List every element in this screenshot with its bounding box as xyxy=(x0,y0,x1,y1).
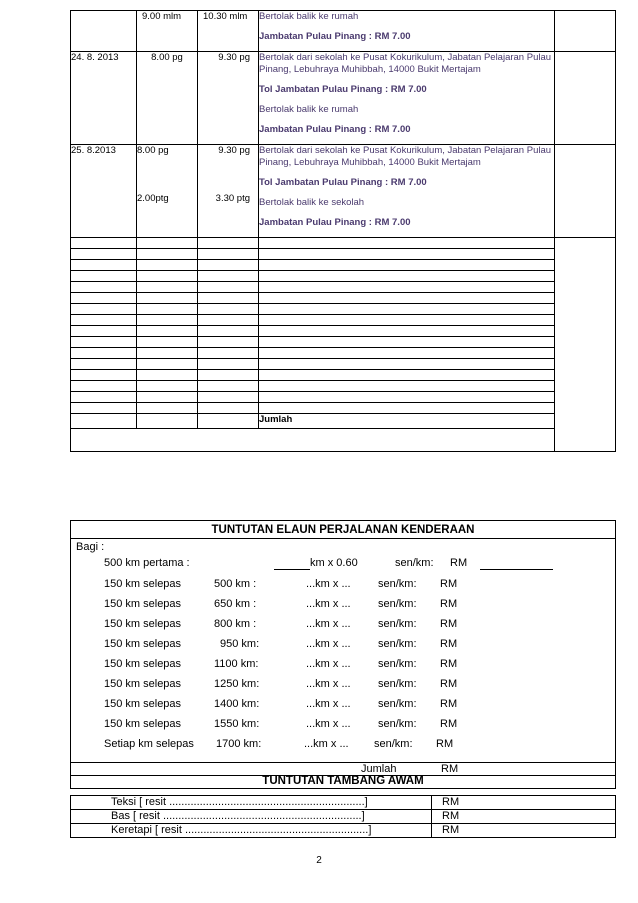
blank-cell xyxy=(137,370,198,381)
fare-label: Keretapi [ resit ............................................................] xyxy=(71,824,432,838)
blank-cell xyxy=(259,348,555,359)
amount-column xyxy=(555,238,616,452)
trip-description xyxy=(259,145,555,238)
trip-row xyxy=(71,145,616,238)
blank-row xyxy=(71,282,616,293)
public-fare-table xyxy=(70,795,616,838)
first-rate-km: km x 0.60 xyxy=(274,557,358,570)
public-title-box xyxy=(70,775,616,789)
rate-row xyxy=(104,678,604,692)
trip-note: Bertolak balik ke rumah xyxy=(259,11,359,22)
rate-threshold: 1250 km: xyxy=(214,678,260,690)
blank-cell xyxy=(137,282,198,293)
blank-row xyxy=(71,392,616,403)
blank-cell xyxy=(259,271,555,282)
first-rate-label: 500 km pertama : xyxy=(104,557,190,569)
blank-row xyxy=(71,326,616,337)
rate-threshold: 1550 km: xyxy=(214,718,260,730)
rate-km: ...km x ... xyxy=(306,678,351,690)
blank-cell xyxy=(71,403,137,414)
rate-km: ...km x ... xyxy=(306,698,351,710)
rate-sen: sen/km: xyxy=(378,718,417,730)
blank-cell xyxy=(198,403,259,414)
trip-row xyxy=(71,52,616,145)
blank-row xyxy=(71,370,616,381)
rate-km: ...km x ... xyxy=(306,718,351,730)
trip-spacer-row xyxy=(71,429,616,452)
rate-label: 150 km selepas xyxy=(104,578,182,590)
arrive-time-value: 9.30 pg xyxy=(218,145,250,156)
trip-arrive-time xyxy=(198,52,259,145)
blank-cell xyxy=(71,381,137,392)
blank-cell xyxy=(198,381,259,392)
blank-cell xyxy=(259,359,555,370)
fare-rm: RM xyxy=(432,824,616,838)
blank-cell xyxy=(137,260,198,271)
rate-label: Setiap km selepas xyxy=(104,738,194,750)
rate-rm: RM xyxy=(440,618,458,630)
rate-km: ...km x ... xyxy=(306,618,351,630)
blank-cell xyxy=(71,370,137,381)
rate-threshold: 500 km : xyxy=(214,578,257,590)
rate-rm: RM xyxy=(440,678,458,690)
blank-cell xyxy=(198,392,259,403)
blank-cell xyxy=(259,315,555,326)
blank-cell xyxy=(198,249,259,260)
blank-cell xyxy=(137,326,198,337)
rate-rm: RM xyxy=(436,738,454,750)
rate-label: 150 km selepas xyxy=(104,718,182,730)
blank-row xyxy=(71,271,616,282)
rate-label: 150 km selepas xyxy=(104,678,182,690)
trip-description xyxy=(259,11,555,52)
rate-label: 150 km selepas xyxy=(104,638,182,650)
rate-rm: RM xyxy=(440,698,458,710)
rate-label: 150 km selepas xyxy=(104,598,182,610)
blank-cell xyxy=(71,282,137,293)
rate-label: 150 km selepas xyxy=(104,698,182,710)
trip-arrive-time xyxy=(198,11,259,52)
blank-cell xyxy=(198,282,259,293)
blank-cell xyxy=(259,238,555,249)
blank-cell xyxy=(71,249,137,260)
rate-row xyxy=(104,658,604,672)
fare-rm: RM xyxy=(432,796,616,810)
rate-km: ...km x ... xyxy=(306,638,351,650)
rate-rm: RM xyxy=(440,638,458,650)
page-number: 2 xyxy=(316,855,322,866)
blank-cell xyxy=(259,293,555,304)
allowance-jumlah-label: Jumlah xyxy=(361,763,397,775)
blank-cell xyxy=(259,249,555,260)
depart-time-value: 2.00ptg xyxy=(137,193,169,204)
rate-sen: sen/km: xyxy=(378,698,417,710)
rate-rm: RM xyxy=(440,718,458,730)
rate-threshold: 950 km: xyxy=(220,638,260,650)
rate-threshold: 1100 km: xyxy=(214,658,259,670)
blank-cell xyxy=(198,271,259,282)
blank-cell xyxy=(71,359,137,370)
blank-cell xyxy=(137,238,198,249)
allowance-jumlah-rm: RM xyxy=(441,763,459,775)
blank-cell xyxy=(259,392,555,403)
blank-cell xyxy=(71,260,137,271)
rate-row xyxy=(104,578,604,592)
trip-amount xyxy=(555,11,616,52)
trip-date: 24. 8. 2013 xyxy=(71,52,137,145)
blank-cell xyxy=(137,315,198,326)
trip-jumlah-row xyxy=(71,414,616,429)
trip-amount xyxy=(555,52,616,145)
rate-km: ...km x ... xyxy=(306,598,351,610)
allowance-jumlah-box xyxy=(70,762,616,776)
blank-cell xyxy=(137,304,198,315)
blank-cell xyxy=(198,293,259,304)
trip-note: Bertolak balik ke sekolah xyxy=(259,197,365,208)
blank-row xyxy=(71,359,616,370)
blank-cell xyxy=(71,348,137,359)
blank-cell xyxy=(259,260,555,271)
blank-cell xyxy=(259,403,555,414)
arrive-time-value: 9.30 pg xyxy=(218,52,250,63)
blank-cell xyxy=(198,260,259,271)
fare-row xyxy=(71,796,616,810)
blank-cell xyxy=(259,304,555,315)
rate-threshold: 1400 km: xyxy=(214,698,260,710)
depart-time-value: 8.00 pg xyxy=(137,145,169,156)
depart-time-value: 9.00 mlm xyxy=(142,11,182,22)
rate-sen: sen/km: xyxy=(374,738,413,750)
blank-cell xyxy=(259,282,555,293)
blank-cell xyxy=(198,414,259,429)
blank-row xyxy=(71,260,616,271)
trip-amount xyxy=(555,145,616,238)
arrive-time-value: 10.30 mlm xyxy=(203,11,248,22)
allowance-rates-box xyxy=(70,538,616,763)
trip-log-table xyxy=(70,10,616,452)
blank-cell xyxy=(259,381,555,392)
trip-note: Bertolak dari sekolah ke Pusat Kokurikulum, Jabatan Pelajaran Pulau Pinang, Lebuhraya Muhibbah, 14000 Bukit Mertajam xyxy=(259,52,552,75)
bagi-label: Bagi : xyxy=(76,541,105,553)
blank-cell xyxy=(198,304,259,315)
blank-cell xyxy=(198,348,259,359)
blank-cell xyxy=(198,359,259,370)
trip-note: Bertolak balik ke rumah xyxy=(259,104,359,115)
rate-threshold: 800 km : xyxy=(214,618,257,630)
blank-cell xyxy=(137,348,198,359)
toll-charge: Tol Jambatan Pulau Pinang : RM 7.00 xyxy=(259,177,427,188)
rate-km: ...km x ... xyxy=(306,658,351,670)
allowance-title: TUNTUTAN ELAUN PERJALANAN KENDERAAN xyxy=(211,524,475,536)
trip-date: 25. 8.2013 xyxy=(71,145,137,238)
trip-description xyxy=(259,52,555,145)
blank-cell xyxy=(137,381,198,392)
rate-label: 150 km selepas xyxy=(104,618,182,630)
blank-cell xyxy=(137,249,198,260)
toll-charge: Jambatan Pulau Pinang : RM 7.00 xyxy=(259,217,411,228)
fare-label: Teksi [ resit ................................................................] xyxy=(71,796,432,810)
rate-row xyxy=(104,698,604,712)
blank-row xyxy=(71,315,616,326)
blank-cell xyxy=(137,403,198,414)
rate-threshold: 650 km : xyxy=(214,598,257,610)
blank-cell xyxy=(71,315,137,326)
blank-row xyxy=(71,238,616,249)
trip-depart-time xyxy=(137,52,198,145)
fare-row xyxy=(71,824,616,838)
blank-cell xyxy=(137,293,198,304)
first-rate-blank xyxy=(480,557,553,570)
blank-row xyxy=(71,348,616,359)
blank-cell xyxy=(71,392,137,403)
toll-charge: Jambatan Pulau Pinang : RM 7.00 xyxy=(259,124,411,135)
rate-row xyxy=(104,718,604,732)
blank-cell xyxy=(198,326,259,337)
rate-row xyxy=(104,738,604,752)
rate-threshold: 1700 km: xyxy=(216,738,262,750)
first-rate-rm: RM xyxy=(450,557,468,569)
trip-row xyxy=(71,11,616,52)
blank-row xyxy=(71,403,616,414)
trip-arrive-time xyxy=(198,145,259,238)
blank-cell xyxy=(198,315,259,326)
trip-date xyxy=(71,11,137,52)
rate-label: 150 km selepas xyxy=(104,658,182,670)
rate-sen: sen/km: xyxy=(378,658,417,670)
blank-row xyxy=(71,304,616,315)
blank-cell xyxy=(198,337,259,348)
blank-cell xyxy=(71,414,137,429)
blank-cell xyxy=(259,370,555,381)
blank-row xyxy=(71,293,616,304)
rate-rm: RM xyxy=(440,658,458,670)
blank-cell xyxy=(71,238,137,249)
first-rate-row xyxy=(104,557,604,571)
arrive-time-value: 3.30 ptg xyxy=(215,193,250,204)
toll-charge: Jambatan Pulau Pinang : RM 7.00 xyxy=(259,31,411,42)
fare-rm: RM xyxy=(432,810,616,824)
rate-km: ...km x ... xyxy=(304,738,349,750)
blank-cell xyxy=(259,326,555,337)
rate-rm: RM xyxy=(440,598,458,610)
rate-km: ...km x ... xyxy=(306,578,351,590)
toll-charge: Tol Jambatan Pulau Pinang : RM 7.00 xyxy=(259,84,427,95)
rate-row xyxy=(104,598,604,612)
rate-row xyxy=(104,638,604,652)
blank-cell xyxy=(137,337,198,348)
rate-sen: sen/km: xyxy=(378,638,417,650)
blank-cell xyxy=(71,271,137,282)
trip-depart-time xyxy=(137,11,198,52)
blank-cell xyxy=(71,304,137,315)
blank-cell xyxy=(198,238,259,249)
blank-cell xyxy=(71,326,137,337)
first-rate-sen: sen/km: xyxy=(395,557,434,569)
blank-row xyxy=(71,337,616,348)
trip-jumlah-label: Jumlah xyxy=(259,414,555,429)
rate-sen: sen/km: xyxy=(378,598,417,610)
rate-sen: sen/km: xyxy=(378,678,417,690)
trip-depart-time xyxy=(137,145,198,238)
rate-sen: sen/km: xyxy=(378,618,417,630)
fare-label: Bas [ resit .................................................................] xyxy=(71,810,432,824)
blank-cell xyxy=(137,359,198,370)
blank-row xyxy=(71,381,616,392)
blank-cell xyxy=(71,337,137,348)
blank-cell xyxy=(71,293,137,304)
public-title: TUNTUTAN TAMBANG AWAM xyxy=(262,775,424,787)
fare-row xyxy=(71,810,616,824)
blank-cell xyxy=(137,271,198,282)
blank-cell xyxy=(259,337,555,348)
blank-row xyxy=(71,249,616,260)
blank-cell xyxy=(198,370,259,381)
rate-sen: sen/km: xyxy=(378,578,417,590)
blank-cell xyxy=(137,414,198,429)
allowance-title-box xyxy=(70,520,616,539)
rate-rm: RM xyxy=(440,578,458,590)
spacer-cell xyxy=(71,429,555,452)
depart-time-value: 8.00 pg xyxy=(151,52,183,63)
trip-note: Bertolak dari sekolah ke Pusat Kokurikulum, Jabatan Pelajaran Pulau Pinang, Lebuhraya Muhibbah, 14000 Bukit Mertajam xyxy=(259,145,552,168)
rate-row xyxy=(104,618,604,632)
blank-cell xyxy=(137,392,198,403)
